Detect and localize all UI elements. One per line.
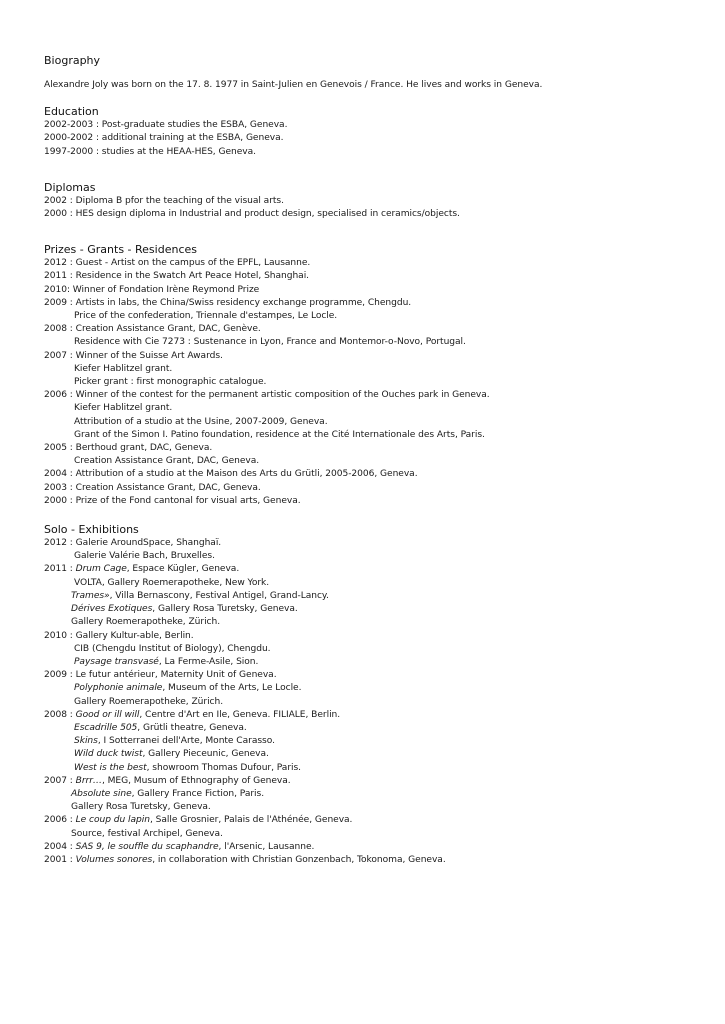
exhibition-title: Paysage transvasé (74, 656, 159, 667)
diplomas-heading: Diplomas (44, 180, 96, 194)
diplomas-list (44, 195, 694, 221)
prize-line: 2008 : Creation Assistance Grant, DAC, Genève. (44, 324, 261, 335)
exhibition-title: Absolute sine (71, 788, 132, 799)
prize-line: Creation Assistance Grant, DAC, Geneva. (74, 456, 260, 467)
exhibition-line: 2006 : Le coup du lapin, Salle Grosnier, Palais de l'Athénée, Geneva. (44, 815, 353, 826)
exhibition-line: Wild duck twist, Gallery Pieceunic, Geneva. (74, 749, 269, 760)
exhibition-line: Absolute sine, Gallery France Fiction, Paris. (71, 788, 265, 799)
exhibition-line: Source, festival Archipel, Geneva. (71, 828, 223, 839)
exhibition-line: Dérives Exotiques, Gallery Rosa Turetsky, Geneva. (71, 604, 298, 615)
exhibition-line: VOLTA, Gallery Roemerapotheke, New York. (74, 577, 270, 588)
exhibition-title: Volumes sonores (75, 854, 153, 865)
exhibition-line: Trames», Villa Bernascony, Festival Antigel, Grand-Lancy. (71, 590, 329, 601)
exhibition-title: Trames» (71, 590, 110, 601)
exhibition-line: 2011 : Drum Cage, Espace Kügler, Geneva. (44, 564, 240, 575)
prize-line: 2010: Winner of Fondation Irène Reymond Prize (44, 284, 260, 295)
exhibition-line: CIB (Chengdu Institut of Biology), Chengdu. (74, 643, 271, 654)
prize-line: Residence with Cie 7273 : Sustenance in Lyon, France and Montemor-o-Novo, Portugal. (74, 337, 466, 348)
exhibition-line: 2007 : Brrr…, MEG, Musum of Ethnography of Geneva. (44, 775, 291, 786)
exhibition-line: 2008 : Good or ill will, Centre d'Art en Ile, Geneva. FILIALE, Berlin. (44, 709, 341, 720)
exhibition-line: 2001 : Volumes sonores, in collaboration with Christian Gonzenbach, Tokonoma, Geneva. (44, 854, 446, 865)
exhibition-line: 2009 : Le futur antérieur, Maternity Unit of Geneva. (44, 670, 277, 681)
education-item: 2000-2002 : additional training at the ESBA, Geneva. (44, 133, 284, 144)
exhibition-line: 2004 : SAS 9, le souffle du scaphandre, l'Arsenic, Lausanne. (44, 841, 315, 852)
prize-line: Price of the confederation, Triennale d'estampes, Le Locle. (74, 311, 338, 322)
solo-list (44, 537, 694, 867)
prize-line: 2005 : Berthoud grant, DAC, Geneva. (44, 443, 213, 454)
exhibition-line: 2010 : Gallery Kultur-able, Berlin. (44, 630, 194, 641)
biography-text: Alexandre Joly was born on the 17. 8. 1977 in Saint-Julien en Genevois / France. He lives and works in Geneva. (44, 80, 543, 90)
exhibition-line: Gallery Roemerapotheke, Zürich. (74, 696, 224, 707)
prize-line: 2004 : Attribution of a studio at the Maison des Arts du Grütli, 2005-2006, Geneva. (44, 469, 418, 480)
exhibition-line: Escadrille 505, Grütli theatre, Geneva. (74, 722, 247, 733)
exhibition-title: Dérives Exotiques (71, 604, 153, 615)
prize-line: 2011 : Residence in the Swatch Art Peace Hotel, Shanghai. (44, 271, 310, 282)
exhibition-title: West is the best (74, 762, 147, 773)
exhibition-title: SAS 9, le souffle du scaphandre (75, 841, 219, 852)
exhibition-line: 2012 : Galerie AroundSpace, Shanghaï. (44, 538, 222, 549)
exhibition-line: Polyphonie animale, Museum of the Arts, Le Locle. (74, 683, 302, 694)
prizes-list (44, 257, 694, 508)
exhibition-title: Drum Cage (75, 564, 127, 575)
prize-line: 2009 : Artists in labs, the China/Swiss residency exchange programme, Chengdu. (44, 297, 412, 308)
exhibition-title: Le coup du lapin (75, 815, 150, 826)
biography-heading: Biography (44, 54, 101, 67)
exhibition-line: Gallery Rosa Turetsky, Geneva. (71, 802, 211, 813)
exhibition-title: Wild duck twist (74, 749, 143, 760)
diploma-item: 2000 : HES design diploma in Industrial and product design, specialised in ceramics/objects. (44, 209, 460, 220)
exhibition-line: West is the best, showroom Thomas Dufour, Paris. (74, 762, 302, 773)
exhibition-line: Galerie Valérie Bach, Bruxelles. (74, 551, 215, 562)
prize-line: Grant of the Simon I. Patino foundation, residence at the Cité Internationale des Arts, Paris. (74, 429, 485, 440)
exhibition-title: Escadrille 505 (74, 722, 138, 733)
exhibition-title: Skins (74, 736, 98, 747)
prize-line: 2003 : Creation Assistance Grant, DAC, Geneva. (44, 482, 261, 493)
prize-line: Picker grant : first monographic catalogue. (74, 377, 267, 388)
cv-document (44, 54, 694, 867)
exhibition-line: Gallery Roemerapotheke, Zürich. (71, 617, 221, 628)
education-item: 1997-2000 : studies at the HEAA-HES, Geneva. (44, 146, 256, 157)
prize-line: 2007 : Winner of the Suisse Art Awards. (44, 350, 223, 361)
diploma-item: 2002 : Diploma B pfor the teaching of the visual arts. (44, 195, 284, 206)
exhibition-title: Good or ill will (75, 709, 140, 720)
education-list (44, 119, 694, 159)
prize-line: 2012 : Guest - Artist on the campus of the EPFL, Lausanne. (44, 258, 311, 269)
prize-line: 2006 : Winner of the contest for the permanent artistic composition of the Ouches park in Geneva. (44, 390, 490, 401)
education-heading: Education (44, 105, 99, 119)
prize-line: Kiefer Hablitzel grant. (74, 363, 173, 374)
prize-line: Attribution of a studio at the Usine, 2007-2009, Geneva. (74, 416, 328, 427)
exhibition-title: Polyphonie animale (74, 683, 163, 694)
prize-line: 2000 : Prize of the Fond cantonal for visual arts, Geneva. (44, 495, 301, 506)
solo-heading: Solo - Exhibitions (44, 523, 139, 537)
exhibition-title: Brrr… (75, 775, 102, 786)
prize-line: Kiefer Hablitzel grant. (74, 403, 173, 414)
education-item: 2002-2003 : Post-graduate studies the ESBA, Geneva. (44, 120, 288, 131)
prizes-heading: Prizes - Grants - Residences (44, 243, 197, 257)
exhibition-line: Paysage transvasé, La Ferme-Asile, Sion. (74, 656, 259, 667)
exhibition-line: Skins, I Sotterranei dell'Arte, Monte Carasso. (74, 736, 275, 747)
